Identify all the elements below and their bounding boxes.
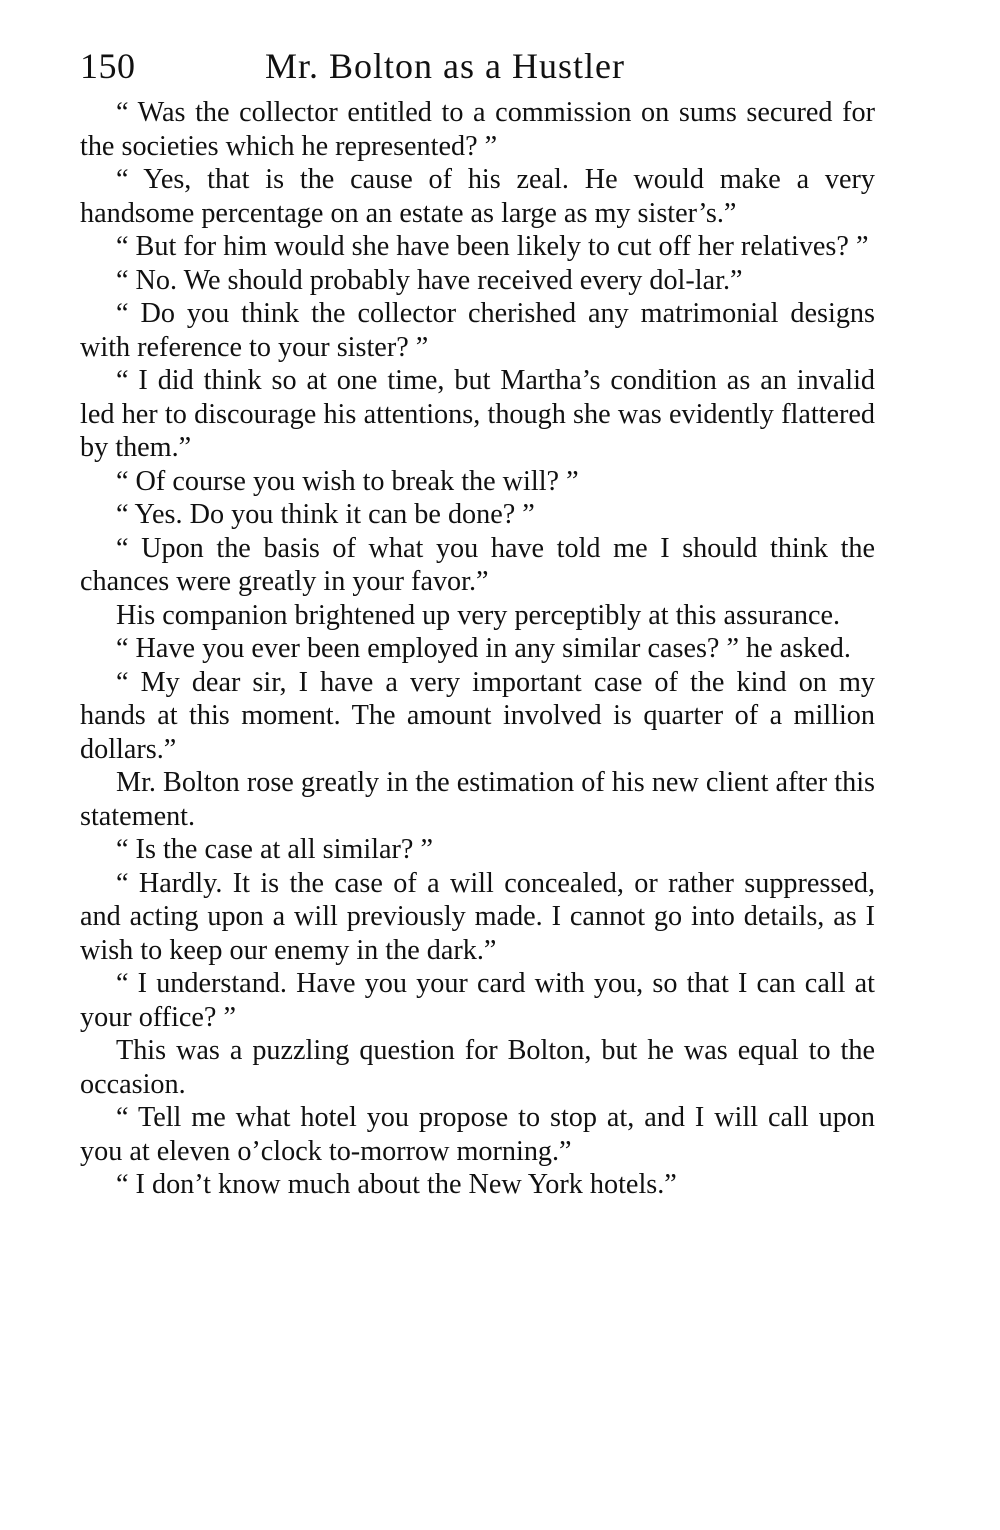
paragraph: “ Tell me what hotel you propose to stop at, and I will call upon you at eleven o’clock to-morrow morning.” xyxy=(80,1102,875,1167)
paragraph: His companion brightened up very perceptibly at this assurance. xyxy=(116,599,841,631)
paragraph: “ My dear sir, I have a very important case of the kind on my hands at this moment. The amount involved is quarter of a million dollars.” xyxy=(80,666,875,765)
paragraph: “ I don’t know much about the New York hotels.” xyxy=(116,1169,677,1200)
body-text xyxy=(80,96,875,1202)
paragraph: “ Upon the basis of what you have told me I should think the chances were greatly in your favor.” xyxy=(80,532,875,597)
running-title: Mr. Bolton as a Hustler xyxy=(265,46,625,86)
book-page xyxy=(80,44,875,1202)
paragraph: “ Yes. Do you think it can be done? ” xyxy=(116,499,535,530)
paragraph: “ Was the collector entitled to a commission on sums secured for the societies which he represented? ” xyxy=(80,97,875,162)
paragraph: “ I understand. Have you your card with you, so that I can call at your office? ” xyxy=(80,968,875,1033)
paragraph: “ I did think so at one time, but Martha’s condition as an invalid led her to discourage his attentions, though she was evidently flattered by them.” xyxy=(80,365,875,463)
paragraph: This was a puzzling question for Bolton, but he was equal to the occasion. xyxy=(80,1035,875,1100)
page-number: 150 xyxy=(80,46,136,86)
paragraph: “ No. We should probably have received every dol-lar.” xyxy=(116,264,743,296)
paragraph: “ But for him would she have been likely to cut off her relatives? ” xyxy=(116,231,869,262)
running-head xyxy=(80,44,875,96)
paragraph: “ Hardly. It is the case of a will concealed, or rather suppressed, and acting upon a will previously made. I cannot go into details, as I wish to keep our enemy in the dark.” xyxy=(80,867,875,966)
paragraph: “ Is the case at all similar? ” xyxy=(116,834,433,865)
paragraph: “ Of course you wish to break the will? ” xyxy=(116,465,579,497)
paragraph: “ Do you think the collector cherished any matrimonial designs with reference to your sister? ” xyxy=(80,298,875,363)
paragraph: “ Have you ever been employed in any similar cases? ” he asked. xyxy=(116,633,851,664)
paragraph: “ Yes, that is the cause of his zeal. He would make a very handsome percentage on an estate as large as my sister’s.” xyxy=(80,164,875,229)
paragraph: Mr. Bolton rose greatly in the estimation of his new client after this statement. xyxy=(80,767,875,832)
